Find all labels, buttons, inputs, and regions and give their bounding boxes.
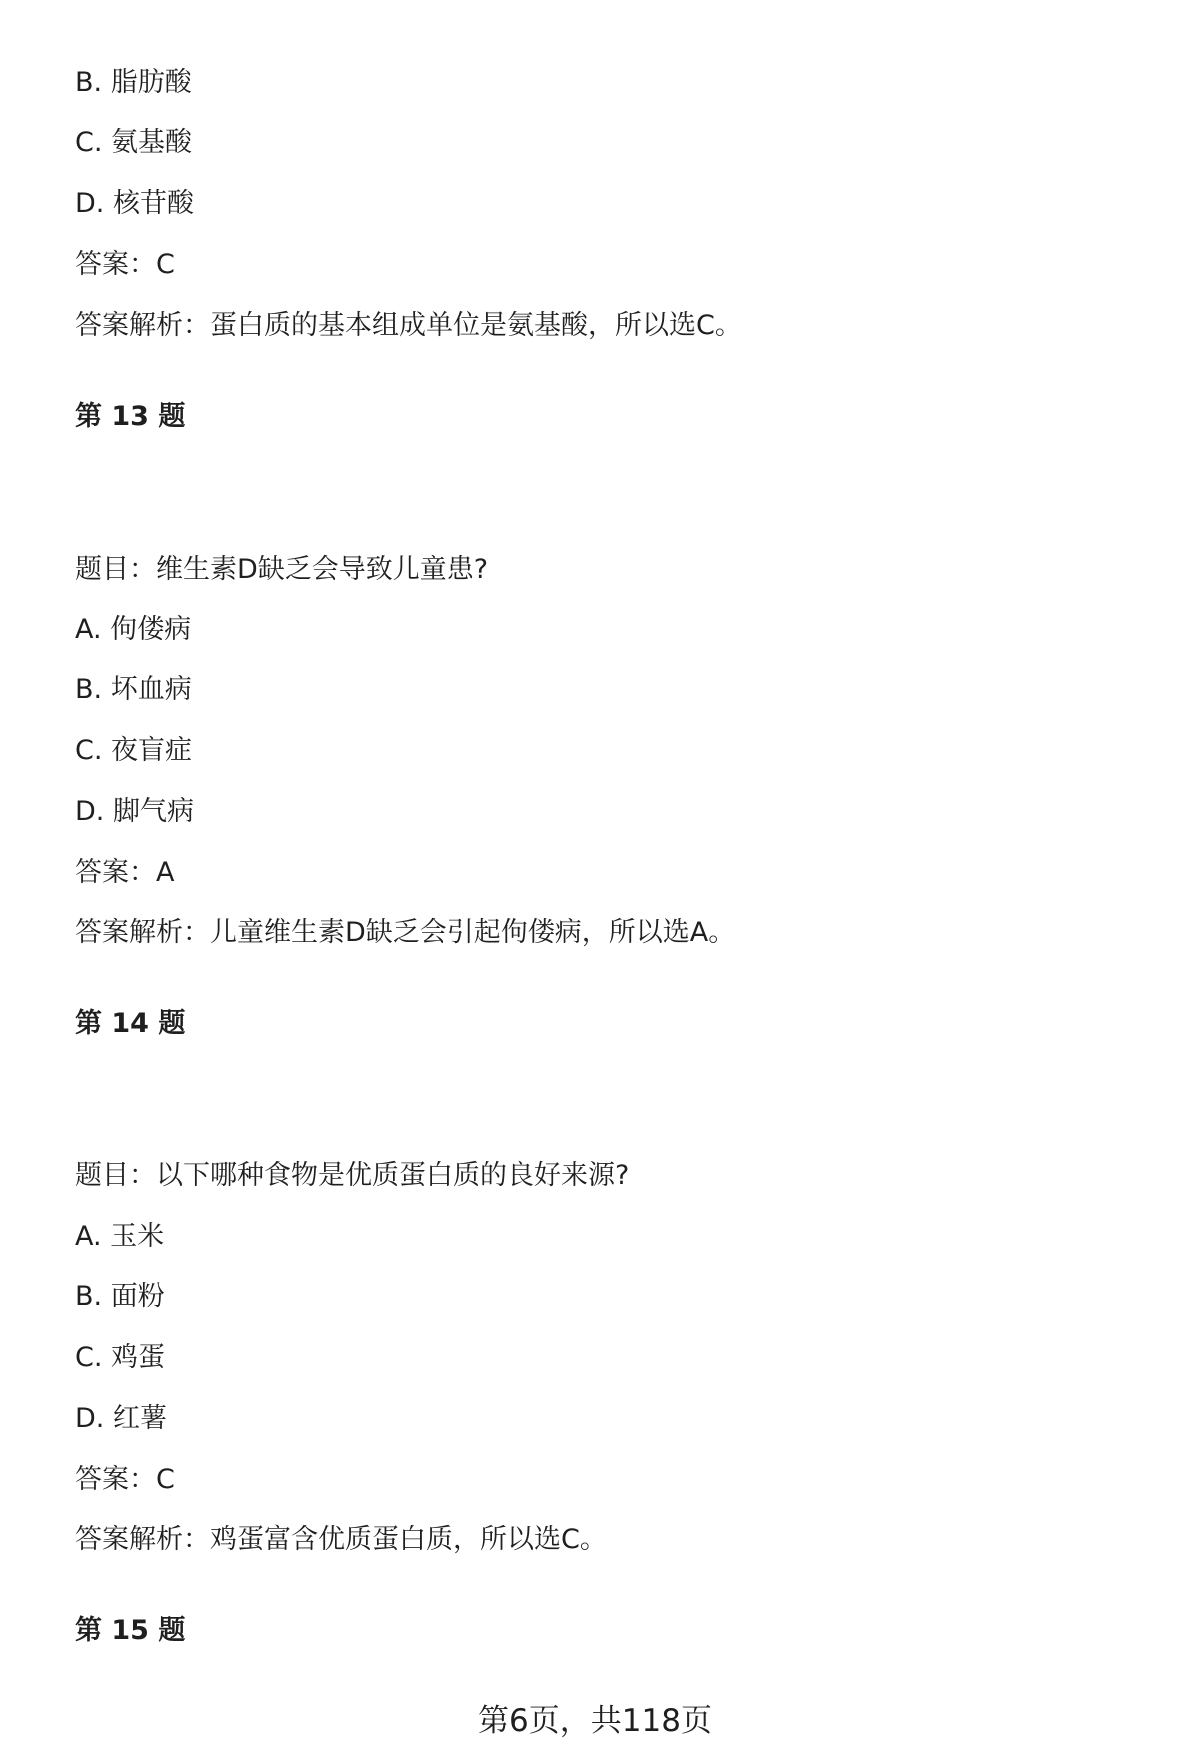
q14-option-d: D. 红薯 bbox=[75, 1403, 167, 1434]
q15-heading: 第 15 题 bbox=[75, 1615, 186, 1646]
q13-option-d: D. 脚气病 bbox=[75, 796, 194, 827]
q14-answer: 答案：C bbox=[75, 1464, 175, 1495]
q13-question: 题目：维生素D缺乏会导致儿童患? bbox=[75, 554, 489, 585]
q12-option-d: D. 核苷酸 bbox=[75, 188, 194, 219]
q14-option-c: C. 鸡蛋 bbox=[75, 1342, 166, 1373]
q14-option-a: A. 玉米 bbox=[75, 1221, 165, 1252]
q12-answer: 答案：C bbox=[75, 249, 175, 280]
q12-option-c: C. 氨基酸 bbox=[75, 127, 193, 158]
q14-option-b: B. 面粉 bbox=[75, 1281, 165, 1312]
q12-option-b: B. 脂肪酸 bbox=[75, 67, 192, 98]
q13-heading: 第 13 题 bbox=[75, 401, 186, 432]
q14-heading: 第 14 题 bbox=[75, 1008, 186, 1039]
page-footer: 第6页，共118页 bbox=[478, 1703, 712, 1739]
q13-option-c: C. 夜盲症 bbox=[75, 735, 193, 766]
q13-option-a: A. 佝偻病 bbox=[75, 614, 192, 645]
q13-answer: 答案：A bbox=[75, 857, 175, 888]
q14-question: 题目：以下哪种食物是优质蛋白质的良好来源? bbox=[75, 1160, 630, 1191]
q13-analysis: 答案解析：儿童维生素D缺乏会引起佝偻病，所以选A。 bbox=[75, 917, 736, 948]
q14-analysis: 答案解析：鸡蛋富含优质蛋白质，所以选C。 bbox=[75, 1524, 607, 1555]
q13-option-b: B. 坏血病 bbox=[75, 674, 192, 705]
q12-analysis: 答案解析：蛋白质的基本组成单位是氨基酸，所以选C。 bbox=[75, 310, 742, 341]
